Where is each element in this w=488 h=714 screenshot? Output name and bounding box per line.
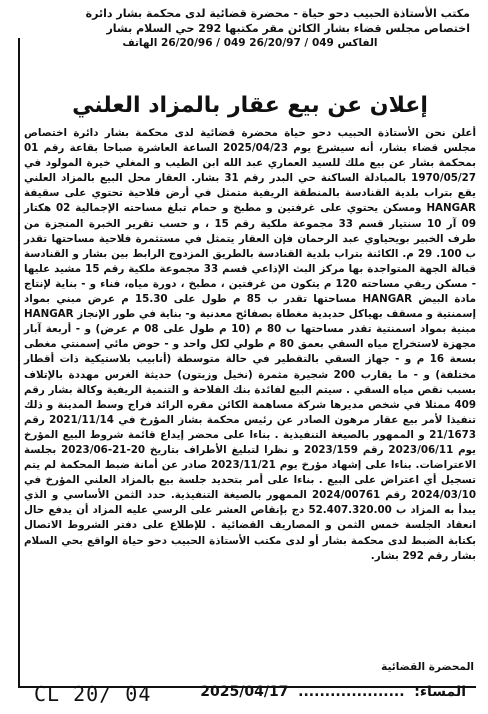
notice-title: إعلان عن بيع عقار بالمزاد العلني xyxy=(72,93,428,118)
bailiff-signature: المحضرة القضائية xyxy=(381,661,474,673)
publication-date: 2025/04/17 xyxy=(200,684,289,700)
office-header xyxy=(30,6,470,51)
newspaper-name: المساء: xyxy=(414,684,466,700)
office-contact-line: الفاكس 049 / 26/20/97 049 / 26/20/96 الهاتف xyxy=(122,37,378,49)
ad-code: CL 20/ 04 xyxy=(34,682,152,706)
office-header-line-1: مكتب الأستاذة الحبيب دحو حياة - محضرة قضائية لدى محكمة بشار دائرة xyxy=(85,7,470,20)
office-header-line-2: اختصاص مجلس قضاء بشار الكائن مقر مكتبها 292 حي السلام بشار xyxy=(106,22,470,35)
publication-line: المساء: .................... 2025/04/17 xyxy=(200,684,466,700)
notice-body: أعلن نحن الأستاذة الحبيب دحو حياة محضرة قضائية لدى محكمة بشار دائرة اختصاص مجلس قضاء بشار، أنه سيشرع يوم 2025/04/23 الساعة العاشرة صباحا بقاعة رقم 01 بمحكمة بشار عن بيع ملك للسيد العماري عبد الله ابن الطيب و المغلي خيرة المولود في 1970/05/27 بالمبادلة الساكنة حي البدر رقم 31 بشار. العقار محل البيع بالمزاد العلني يقع بتراب بلدية القنادسة بالمنطقة الريفية متمثل في أرض فلاحية تحتوي على سقيفة HANGAR ومسكن يحتوي على غرفتين و مطبخ و حمام تبلغ مساحته الإجمالية 02 هكتار 09 آر 10 سنتيار قسم 33 مجموعة ملكية رقم 15 ، و حسب تقرير الخبرة المنجزة من طرف الخبير بويحياوي عبد الرحمان فإن العقار يتمثل في مستثمرة فلاحية مساحتها تقدر ب 100. 29 م. الكائنة بتراب بلدية القنادسة بالطريق المزدوج الرابط بين بشار و القنادسة قبالة الجهة المتواجدة بها مركز البث الإذاعي قسم 33 مجموعة ملكية رقم 15 مشيد عليها - مسكن ريفي مساحته 120 م يتكون من غرفتين ، مطبخ ، دورة مياه، فناء و - بناية لإنتاج مادة البيض HANGAR مساحتها تقدر ب 85 م طول على 15.30 م عرض مبني بمواد إسمنتية و مسقف بهياكل حديدية مغطاة بصفائح معدنية و- بناية في طور الإنجاز HANGAR مبنية بمواد اسمنتية تقدر مساحتها ب 80 م (10 م طول على 08 م عرض) و - أربعة آبار مجهزة لاستخراج مياه السقي بعمق 80 م طولي لكل واحد و - حوض مائي إسمنتي مغطى بسعة 16 م و - جهاز السقي بالتقطير في حالة متوسطة (أنابيب بلاستيكية ذات أقطار مختلفة) و - ما يقارب 200 شجيرة مثمرة (نخيل وزيتون) حديثة الغرس مهددة بالإتلاف بسبب نقص مياه السقي . سيتم البيع لفائدة بنك الفلاحة و التنمية الريفية وكالة بشار رقم 409 ممثلا في شخص مديرها شركة مساهمة الكائن مقره الرائد فراج وسط المدينة و ذلك تنفيذا لأمر بيع عقار مرهون الصادر عن رئيس محكمة بشار المؤرخ في 2021/11/14 رقم 21/1673 و الممهور بالصيغة التنفيذية . بناءا على محضر إيداع قائمة شروط البيع المؤرخ يوم 2023/06/11 رقم 2023/159 و نظرا لتبليغ الأطراف بتاريخ 20-21-2023/06 بجلسة الاعتراضات. بناءا على إشهاد مؤرخ يوم 2023/11/21 صادر عن أمانة ضبط المحكمة لم يتم تسجيل أي اعتراض على البيع . بناءا على أمر بتحديد جلسة بيع بالمزاد العلني المؤرخ في 2024/03/10 رقم 2024/00761 الممهور بالصيغة التنفيذية. حدد الثمن الأساسي و الذي يبدأ به المزاد ب 52.407.320.00 دج بإنقاص العشر على الرسي عليه المزاد أن يدفع حال انعقاد الجلسة خمس الثمن و المصاريف القضائية . للإطلاع على دفتر الشروط الاتصال بكتابة الضبط لدى محكمة بشار أو لدى مكتب الأستاذة الحبيب دحو حياة الواقع بحي السلام بشار رقم 292 بشار. xyxy=(24,127,477,562)
